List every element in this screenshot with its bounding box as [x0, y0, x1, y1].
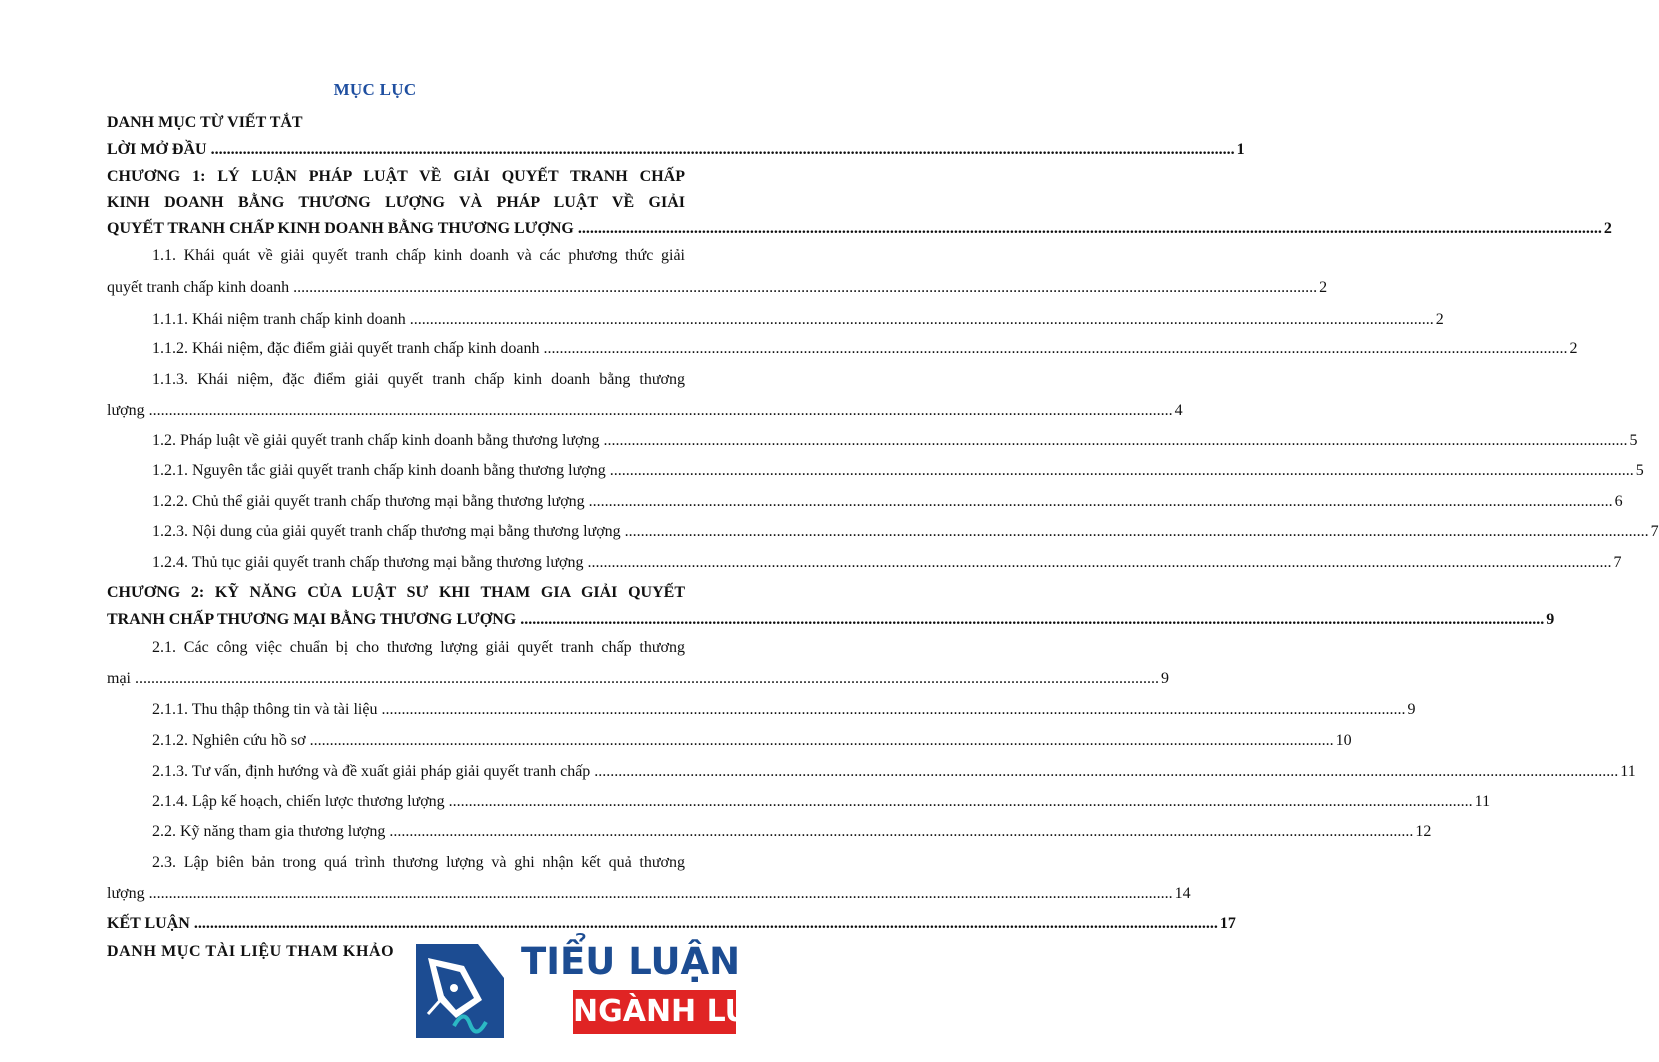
toc-s2-2-label: 2.2. Kỹ năng tham gia thương lượng .....: [152, 822, 1413, 842]
toc-intro-label: LỜI MỞ ĐẦU .....: [107, 140, 1235, 160]
toc-s1-1-2-label: 1.1.2. Khái niệm, đặc điểm giải quyết tranh chấp kinh doanh .....: [152, 339, 1567, 359]
toc-s2-1-4-page: 11: [1474, 793, 1491, 810]
toc-s2-1-4-label: 2.1.4. Lập kế hoạch, chiến lược thương lượng .....: [152, 792, 1473, 812]
toc-s1-1-2: [107, 339, 1578, 359]
toc-s1-2: [107, 431, 1638, 451]
fountain-pen-nib-icon: [408, 938, 508, 1038]
toc-s1-2-page: 5: [1629, 432, 1638, 449]
toc-s2-3-label: lượng .....: [107, 884, 1173, 904]
toc-intro-page: 1: [1236, 141, 1245, 158]
toc-s2-1-2: [107, 731, 1352, 751]
toc-s2-1-1: [107, 700, 1416, 720]
toc-s2-1-line1: 2.1. Các công việc chuẩn bị cho thương lượng giải quyết tranh chấp thương: [152, 639, 685, 656]
toc-s1-2-2: [107, 492, 1623, 512]
toc-s1-2-1-label: 1.2.1. Nguyên tắc giải quyết tranh chấp kinh doanh bằng thương lượng .....: [152, 461, 1634, 481]
toc-s1-1-label: quyết tranh chấp kinh doanh .....: [107, 278, 1317, 298]
toc-s1-1-line2: [107, 278, 1328, 298]
toc-s2-1-line2: [107, 669, 1169, 689]
watermark-logo: [408, 938, 793, 1042]
toc-s2-1-page: 9: [1161, 670, 1169, 687]
toc-chapter1-label: QUYẾT TRANH CHẤP KINH DOANH BẰNG THƯƠNG LƯỢNG .....: [107, 219, 1602, 239]
toc-chapter2-line1: CHƯƠNG 2: KỸ NĂNG CỦA LUẬT SƯ KHI THAM GIA GIẢI QUYẾT: [107, 584, 685, 601]
toc-s1-2-1: [107, 461, 1644, 481]
toc-s1-1-line1: 1.1. Khái quát về giải quyết tranh chấp kinh doanh và các phương thức giải: [152, 247, 685, 264]
toc-s1-1-2-page: 2: [1569, 340, 1578, 357]
toc-s2-1-2-page: 10: [1335, 732, 1352, 749]
toc-chapter1-line2: KINH DOANH BẰNG THƯƠNG LƯỢNG VÀ PHÁP LUẬT VỀ GIẢI: [107, 194, 685, 211]
toc-references: DANH MỤC TÀI LIỆU THAM KHẢO: [107, 943, 395, 960]
toc-s1-2-1-page: 5: [1635, 462, 1644, 479]
toc-s2-1-4: [107, 792, 1491, 812]
toc-s1-1-3-label: lượng .....: [107, 401, 1173, 421]
toc-s2-1-label: mại .....: [107, 669, 1159, 689]
toc-s1-1-1-label: 1.1.1. Khái niệm tranh chấp kinh doanh .....: [152, 310, 1434, 330]
toc-s1-2-3-page: 7: [1650, 523, 1659, 540]
toc-s2-2: [107, 822, 1432, 842]
toc-s2-1-2-label: 2.1.2. Nghiên cứu hồ sơ .....: [152, 731, 1334, 751]
toc-s1-1-page: 2: [1319, 279, 1328, 296]
toc-abbreviations: DANH MỤC TỪ VIẾT TẮT: [107, 114, 303, 131]
toc-s1-1-1: [107, 310, 1444, 330]
toc-chapter1-line3: [107, 219, 1612, 239]
toc-s1-2-4-page: 7: [1613, 554, 1622, 571]
toc-s2-1-1-label: 2.1.1. Thu thập thông tin và tài liệu .....: [152, 700, 1405, 720]
toc-s1-2-label: 1.2. Pháp luật về giải quyết tranh chấp kinh doanh bằng thương lượng .....: [152, 431, 1628, 451]
toc-s2-3-line1: 2.3. Lập biên bản trong quá trình thương lượng và ghi nhận kết quả thương: [152, 854, 685, 871]
toc-intro: [107, 140, 1245, 160]
toc-s2-1-3: [107, 762, 1636, 782]
toc-s2-1-3-page: 11: [1620, 763, 1636, 780]
toc-chapter2-page: 9: [1546, 611, 1555, 628]
toc-s1-2-2-page: 6: [1614, 493, 1623, 510]
toc-s2-1-1-page: 9: [1407, 701, 1416, 718]
toc-conclusion: [107, 914, 1236, 934]
toc-s2-1-3-label: 2.1.3. Tư vấn, định hướng và đề xuất giải pháp giải quyết tranh chấp .....: [152, 762, 1618, 782]
toc-s1-2-4-label: 1.2.4. Thủ tục giải quyết tranh chấp thương mại bằng thương lượng .....: [152, 553, 1611, 573]
toc-s1-2-3: [107, 522, 1659, 542]
toc-chapter1-page: 2: [1603, 220, 1612, 237]
toc-chapter1-line1: CHƯƠNG 1: LÝ LUẬN PHÁP LUẬT VỀ GIẢI QUYẾT TRANH CHẤP: [107, 168, 685, 185]
toc-chapter2-line2: [107, 610, 1555, 630]
toc-title: MỤC LỤC: [333, 80, 417, 99]
toc-chapter2-label: TRANH CHẤP THƯƠNG MẠI BẰNG THƯƠNG LƯỢNG .....: [107, 610, 1544, 630]
logo-wordmark-top: TIỂU LUẬN: [521, 940, 741, 983]
toc-s1-2-3-label: 1.2.3. Nội dung của giải quyết tranh chấp thương mại bằng thương lượng .....: [152, 522, 1649, 542]
toc-s2-3-page: 14: [1174, 885, 1191, 902]
logo-wordmark-bottom: NGÀNH LUẬT: [573, 990, 736, 1034]
toc-s1-1-1-page: 2: [1435, 311, 1444, 328]
toc-s2-3-line2: [107, 884, 1191, 904]
toc-s2-2-page: 12: [1415, 823, 1432, 840]
toc-conclusion-page: 17: [1219, 915, 1236, 932]
toc-s1-2-2-label: 1.2.2. Chủ thể giải quyết tranh chấp thương mại bằng thương lượng .....: [152, 492, 1613, 512]
toc-s1-1-3-page: 4: [1174, 402, 1183, 419]
toc-s1-1-3-line2: [107, 401, 1183, 421]
toc-conclusion-label: KẾT LUẬN .....: [107, 914, 1218, 934]
toc-s1-2-4: [107, 553, 1622, 573]
toc-s1-1-3-line1: 1.1.3. Khái niệm, đặc điểm giải quyết tranh chấp kinh doanh bằng thương: [152, 371, 685, 388]
